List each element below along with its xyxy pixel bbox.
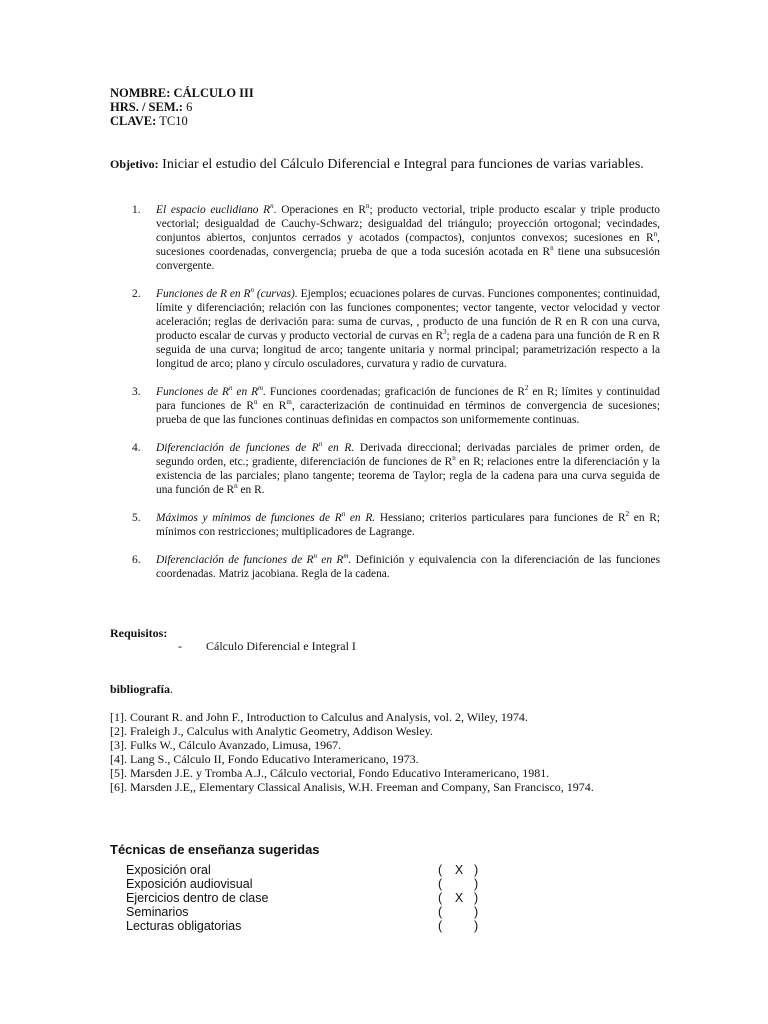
- topics-list: [110, 203, 660, 595]
- course-key-value: TC10: [159, 114, 188, 128]
- topic-title: El espacio euclidiano $R^n$: [156, 202, 274, 216]
- course-header: [110, 86, 254, 128]
- topic-title: Funciones de R en $R^n$ (curvas).: [156, 286, 298, 300]
- topic-title: Diferenciación de funciones de $R^n$ en $R^m$.: [156, 552, 352, 566]
- superscript: 3: [443, 328, 447, 336]
- technique-label: Exposición oral: [126, 863, 211, 877]
- course-hours-line: [110, 100, 254, 114]
- topic-item: [110, 203, 660, 273]
- topic-title: Funciones de $R^n$ en $R^m$.: [156, 384, 266, 398]
- topic-number: 3.: [132, 386, 141, 398]
- superscript: n: [270, 202, 274, 210]
- objective-paragraph: [110, 156, 670, 173]
- topic-body: Diferenciación de funciones de $R^n$ en $R^m$. Definición y equivalencia con la diferenciación de las funciones coordenadas. Matriz jacobiana. Regla de la cadena.: [156, 552, 660, 580]
- objective-label: Objetivo:: [110, 157, 159, 171]
- reference-item: [2]. Fraleigh J., Calculus with Analytic Geometry, Addison Wesley.: [110, 724, 433, 738]
- topic-body: El espacio euclidiano $R^n$. Operaciones en $R^n$; producto vectorial, triple producto escalar y triple producto vectorial; desigualdad de Cauchy-Schwarz; desigualdad del triángulo; proyección ortogonal; vecindades, conjuntos abiertos, conjuntos cerrados y acotados (compactos), conjuntos convexos; sucesiones en $R^n$, sucesiones coordenadas, convergencia; prueba de que a toda sucesión acotada en $R^n$ tiene una subsucesión convergente.: [156, 202, 660, 272]
- paren-open: (: [438, 891, 443, 905]
- superscript: n: [318, 440, 323, 448]
- course-name-label: NOMBRE:: [110, 86, 171, 100]
- superscript: n: [452, 454, 456, 462]
- topic-item: [110, 553, 660, 581]
- topic-body: Funciones de R en $R^n$ (curvas). Ejemplos; ecuaciones polares de curvas. Funciones componentes; continuidad, límite y diferenciación; relación con las funciones componentes; vector tangente, vector velocidad y vector aceleración; reglas de derivación para: suma de curvas, , producto de una función de R en R con una curva, producto escalar de curvas y producto vectorial de curvas en $R^3$; regla de a cadena para una función de R en R seguida de una curva; longitud de arco; tangente unitaria y normal principal; parametrización respecto a la longitud de arco; plano y círculo osculadores, curvatura y radio de curvatura.: [156, 286, 661, 370]
- paren-close: ): [474, 877, 479, 891]
- techniques-title: Técnicas de enseñanza sugeridas: [110, 842, 320, 857]
- requirements-heading: [110, 626, 167, 641]
- topic-title: Máximos y mínimos de funciones de $R^n$ en R.: [156, 510, 376, 524]
- technique-item: [126, 891, 486, 905]
- superscript: n: [550, 244, 554, 252]
- superscript: n: [229, 384, 233, 392]
- superscript: n: [365, 202, 370, 210]
- reference-item: [3]. Fulks W., Cálculo Avanzado, Limusa, 1967.: [110, 738, 342, 752]
- paren-open: (: [438, 863, 443, 877]
- paren-close: ): [474, 919, 479, 933]
- course-name-line: [110, 86, 254, 100]
- requirement-item: [178, 639, 356, 654]
- topic-item: [110, 511, 660, 539]
- technique-item: [126, 905, 486, 919]
- superscript: n: [254, 398, 258, 406]
- technique-item: [126, 877, 486, 891]
- technique-label: Exposición audiovisual: [126, 877, 253, 891]
- technique-label: Lecturas obligatorias: [126, 919, 242, 933]
- requirements-label: Requisitos:: [110, 626, 168, 640]
- technique-item: [126, 919, 486, 933]
- topic-item: [110, 287, 660, 371]
- superscript: n: [313, 552, 317, 560]
- superscript: m: [258, 384, 264, 392]
- technique-label: Seminarios: [126, 905, 189, 919]
- paren-close: ): [474, 905, 479, 919]
- topic-title: Diferenciación de funciones de $R^n$ en R.: [156, 440, 355, 454]
- course-name-value: CÁLCULO III: [173, 86, 254, 100]
- requirement-text: Cálculo Diferencial e Integral I: [206, 639, 356, 653]
- course-hours-label: HRS. / SEM.:: [110, 100, 183, 114]
- topic-item: [110, 385, 660, 427]
- references-list: [110, 710, 594, 794]
- technique-mark: X: [454, 891, 464, 905]
- topic-body: Máximos y mínimos de funciones de $R^n$ en R. Hessiano; criterios particulares para funciones de $R^2$ en R; mínimos con restricciones; multiplicadores de Lagrange.: [156, 510, 660, 538]
- reference-item: [6]. Marsden J.E,, Elementary Classical Analisis, W.H. Freeman and Company, San Francisco, 1974.: [110, 780, 594, 794]
- course-key-line: [110, 114, 254, 128]
- technique-label: Ejercicios dentro de clase: [126, 891, 269, 905]
- reference-item: [4]. Lang S., Cálculo II, Fondo Educativo Interamericano, 1973.: [110, 752, 419, 766]
- requirement-dash: -: [178, 639, 182, 653]
- topic-number: 6.: [132, 554, 141, 566]
- topic-body: Diferenciación de funciones de $R^n$ en R. Derivada direccional; derivadas parciales de primer orden, de segundo orden, etc.; gradiente, diferenciación de funciones de $R^n$ en R; relaciones entre la diferenciación y la existencia de las parciales; plano tangente; teorema de Taylor; regla de la cadena para una curva seguida de una función de $R^n$ en R.: [156, 440, 660, 496]
- superscript: 2: [625, 510, 630, 518]
- objective-text: Iniciar el estudio del Cálculo Diferencial e Integral para funciones de varias variables.: [162, 157, 644, 172]
- superscript: n: [653, 230, 658, 238]
- superscript: n: [341, 510, 346, 518]
- reference-item: [5]. Marsden J.E. y Tromba A.J., Cálculo vectorial, Fondo Educativo Interamericano, 1981.: [110, 766, 550, 780]
- topic-item: [110, 441, 660, 497]
- paren-open: (: [438, 877, 443, 891]
- superscript: 2: [524, 384, 529, 392]
- topic-number: 5.: [132, 512, 141, 524]
- reference-item: [1]. Courant R. and John F., Introduction to Calculus and Analysis, vol. 2, Wiley, 1974.: [110, 710, 528, 724]
- bibliography-heading: [110, 682, 173, 697]
- technique-item: [126, 863, 486, 877]
- superscript: n: [234, 482, 238, 490]
- topic-number: 4.: [132, 442, 141, 454]
- course-key-label: CLAVE:: [110, 114, 157, 128]
- superscript: m: [286, 398, 292, 406]
- bibliography-period: .: [170, 682, 174, 696]
- topic-number: 1.: [132, 204, 141, 216]
- paren-close: ): [474, 891, 479, 905]
- paren-close: ): [474, 863, 479, 877]
- superscript: m: [343, 552, 349, 560]
- paren-open: (: [438, 919, 443, 933]
- bibliography-label: bibliografía: [110, 682, 171, 696]
- techniques-list: [126, 863, 486, 933]
- topic-body: Funciones de $R^n$ en $R^m$. Funciones coordenadas; graficación de funciones de $R^2$ en R; límites y continuidad para funciones de $R^n$ en $R^m$, caracterización de continuidad en términos de convergencia de sucesiones; prueba de que las funciones continuas definidas en compactos son uniformemente continuas.: [156, 384, 660, 426]
- topic-number: 2.: [132, 288, 141, 300]
- paren-open: (: [438, 905, 443, 919]
- superscript: n: [250, 286, 254, 294]
- technique-mark: X: [454, 863, 464, 877]
- course-hours-value: 6: [186, 100, 193, 114]
